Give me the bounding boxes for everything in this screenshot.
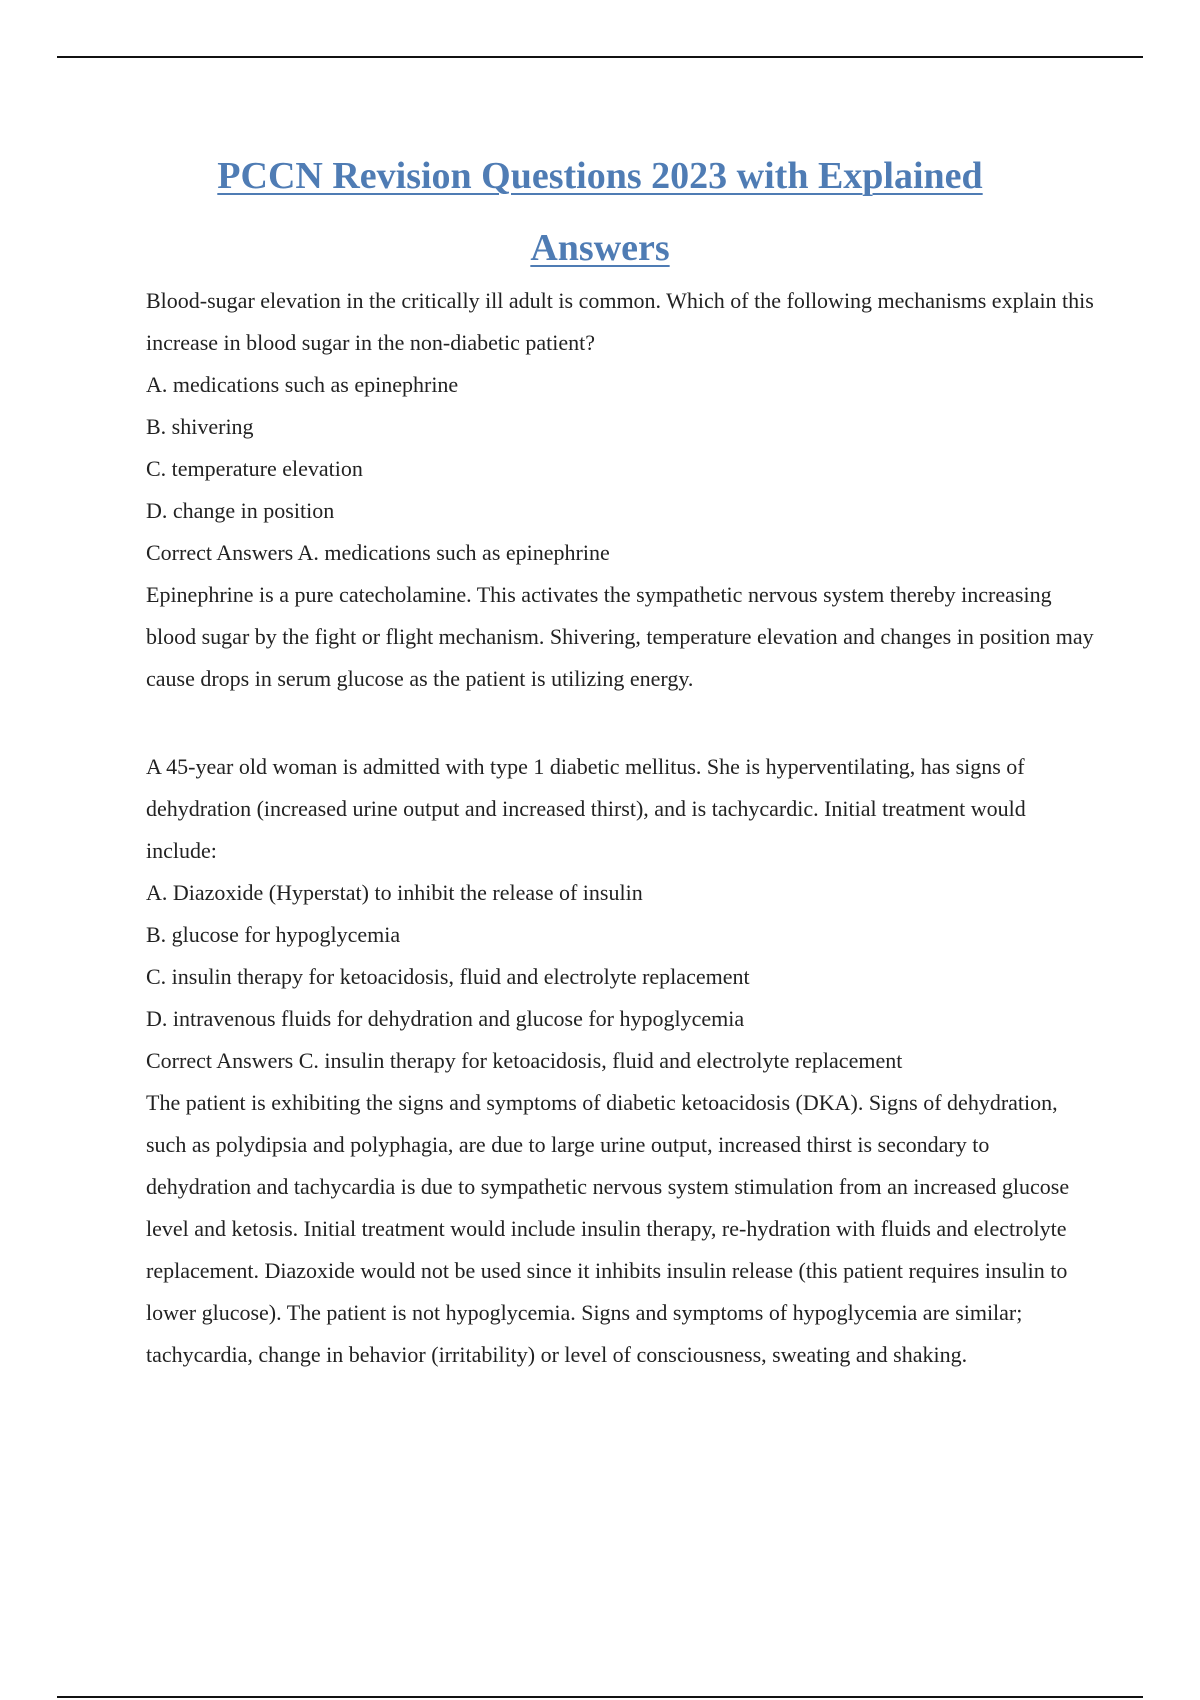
option-c: C. insulin therapy for ketoacidosis, fluid and electrolyte replacement [146,964,750,989]
answer-explanation: Epinephrine is a pure catecholamine. This activates the sympathetic nervous system thereby increasing blood sugar by the fight or flight mechanism. Shivering, temperature elevation and changes in position may cause drops in serum glucose as the patient is utilizing energy. [146,582,1094,691]
option-a: A. Diazoxide (Hyperstat) to inhibit the release of insulin [146,880,643,905]
option-d: D. intravenous fluids for dehydration and glucose for hypoglycemia [146,1006,745,1031]
answer-explanation: The patient is exhibiting the signs and symptoms of diabetic ketoacidosis (DKA). Signs of dehydration, such as polydipsia and polyphagia, are due to large urine output, increased thirst is secondary to dehydration and tachycardia is due to sympathetic nervous system stimulation from an increased glucose level and ketosis. Initial treatment would include insulin therapy, re-hydration with fluids and electrolyte replacement. Diazoxide would not be used since it inhibits insulin release (this patient requires insulin to lower glucose). The patient is not hypoglycemia. Signs and symptoms of hypoglycemia are similar; tachycardia, change in behavior (irritability) or level of consciousness, sweating and shaking. [146,1090,1070,1367]
option-d: D. change in position [146,498,335,523]
title-line-2: Answers [530,227,670,269]
option-c: C. temperature elevation [146,456,363,481]
question-2 [146,746,1096,1376]
option-a: A. medications such as epinephrine [146,372,459,397]
option-b: B. shivering [146,414,254,439]
document-title [0,140,1200,284]
option-b: B. glucose for hypoglycemia [146,922,401,947]
top-horizontal-rule [57,56,1143,58]
correct-answer: Correct Answers C. insulin therapy for ketoacidosis, fluid and electrolyte replacement [146,1048,903,1073]
bottom-horizontal-rule [57,1696,1143,1698]
question-prompt: Blood-sugar elevation in the critically ill adult is common. Which of the following mechanisms explain this increase in blood sugar in the non-diabetic patient? [146,288,1094,355]
correct-answer: Correct Answers A. medications such as epinephrine [146,540,610,565]
document-body [146,280,1096,1376]
question-spacer [146,700,1096,746]
question-1 [146,280,1096,700]
question-prompt: A 45-year old woman is admitted with type 1 diabetic mellitus. She is hyperventilating, has signs of dehydration (increased urine output and increased thirst), and is tachycardic. Initial treatment would include: [146,754,1026,863]
title-line-1: PCCN Revision Questions 2023 with Explained [217,155,983,197]
